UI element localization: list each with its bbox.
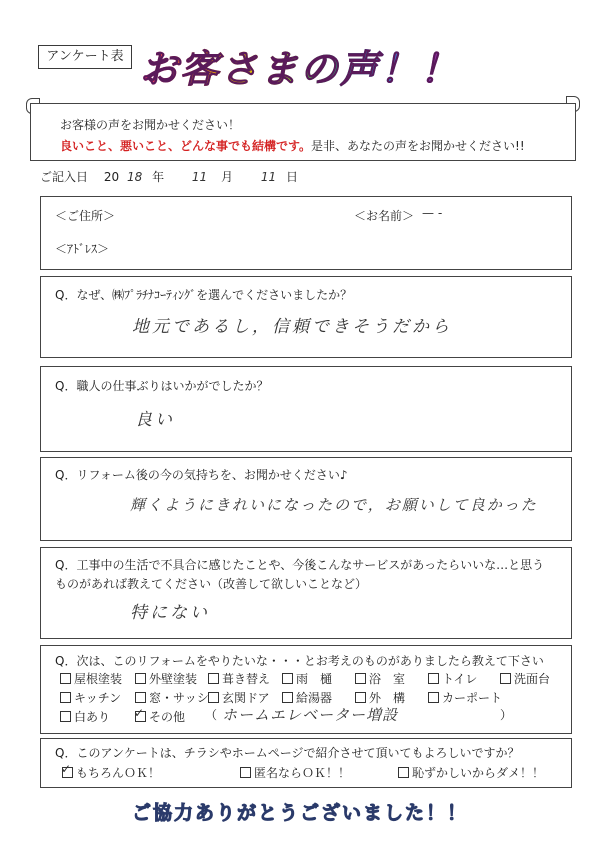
intro-line-1: お客様の声をお聞かせください！ <box>60 118 241 132</box>
option-wall-paint[interactable]: 外壁塗装 <box>135 670 197 687</box>
option-water-heater[interactable]: 給湯器 <box>282 689 332 706</box>
q2-question: Q．職人の仕事ぶりはいかがでしたか？ <box>55 379 269 393</box>
checkbox[interactable] <box>355 673 366 684</box>
q1-question: Q．なぜ、㈱ﾌﾟﾗﾁﾅｺｰﾃｨﾝｸﾞを選んでくださいましたか？ <box>55 288 353 302</box>
year-label: 年 <box>152 170 165 184</box>
q4-question-line-1: Q．工事中の生活で不具合に感じたことや、今後こんなサービスがあったらいいな…と思う <box>55 558 545 572</box>
q4-question-line-2: ものがあれば教えてください（改善して欲しいことなど） <box>55 577 368 591</box>
month-label: 月 <box>221 170 234 184</box>
day-value: 11 <box>260 170 277 184</box>
option-toilet[interactable]: トイレ <box>428 670 477 687</box>
checkbox-checked[interactable] <box>134 706 146 722</box>
checkbox-checked[interactable] <box>61 762 73 778</box>
email-label: ＜ｱﾄﾞﾚｽ＞ <box>55 242 110 256</box>
checkbox[interactable] <box>135 692 146 703</box>
checkbox[interactable] <box>240 767 251 778</box>
checkbox[interactable] <box>135 673 146 684</box>
checkbox[interactable] <box>398 767 409 778</box>
intro-red-text: 良いこと、悪いこと、どんな事でも結構です。 <box>60 139 312 153</box>
checkbox[interactable] <box>60 692 71 703</box>
name-value: — - <box>422 206 443 220</box>
month-value: 11 <box>191 170 208 184</box>
address-label: ＜ご住所＞ <box>55 209 116 223</box>
q6-question: Q．このアンケートは、チラシやホームページで紹介させて頂いてもよろしいですか？ <box>55 746 520 760</box>
q3-question: Q．リフォーム後の今の気持ちを、お聞かせください♪ <box>55 468 348 482</box>
checkbox[interactable] <box>60 711 71 722</box>
checkbox[interactable] <box>282 673 293 684</box>
thanks-message: ご協力ありがとうございました！！ <box>131 802 468 824</box>
option-roof-paint[interactable]: 屋根塗装 <box>60 670 122 687</box>
q2-answer: 良い <box>135 410 175 430</box>
option-ok[interactable]: ✓ もちろんＯＫ！ <box>61 762 161 780</box>
option-other[interactable]: ✓ その他 <box>134 706 186 724</box>
option-carport[interactable]: カーポート <box>428 689 502 706</box>
other-value: ホームエレベーター増設 <box>222 706 399 724</box>
survey-badge: アンケート表 <box>38 45 132 69</box>
option-exterior[interactable]: 外 構 <box>355 689 405 706</box>
address-box <box>40 196 572 270</box>
year-prefix: 20 <box>103 170 120 184</box>
option-reroof[interactable]: 葺き替え <box>208 670 270 687</box>
option-washbasin[interactable]: 洗面台 <box>500 670 550 687</box>
option-bathroom[interactable]: 浴 室 <box>355 670 405 687</box>
q4-answer: 特にない <box>130 603 210 623</box>
checkbox[interactable] <box>428 692 439 703</box>
option-window-sash[interactable]: 窓・サッシ <box>135 689 209 706</box>
checkbox[interactable] <box>208 692 219 703</box>
name-label: ＜お名前＞ <box>354 209 415 223</box>
other-open-paren: （ <box>205 708 218 722</box>
q5-question: Q．次は、このリフォームをやりたいな・・・とお考えのものがありましたら教えて下さい <box>55 654 544 668</box>
checkbox[interactable] <box>355 692 366 703</box>
year-value: 18 <box>126 170 143 184</box>
intro-rest-text: 是非、あなたの声をお聞かせください!! <box>311 139 525 153</box>
page-title: お客さまの声！！ <box>140 38 460 93</box>
option-termite[interactable]: 白あり <box>60 708 110 725</box>
q3-answer: 輝くようにきれいになったので，お願いして良かった <box>130 496 538 514</box>
check-mark-icon: ✓ <box>134 706 145 720</box>
date-label: ご記入日 <box>40 170 89 184</box>
check-mark-icon: ✓ <box>61 762 72 776</box>
option-no[interactable]: 恥ずかしいからダメ！！ <box>398 764 544 781</box>
checkbox[interactable] <box>208 673 219 684</box>
option-anonymous-ok[interactable]: 匿名ならＯＫ！！ <box>240 764 350 781</box>
checkbox[interactable] <box>500 673 511 684</box>
option-gutter[interactable]: 雨 樋 <box>282 670 332 687</box>
checkbox[interactable] <box>428 673 439 684</box>
checkbox[interactable] <box>60 673 71 684</box>
q1-answer: 地元であるし，信頼できそうだから <box>132 317 452 337</box>
entry-date-row <box>40 168 298 185</box>
other-close-paren: ） <box>500 708 513 722</box>
intro-line-2 <box>60 137 525 154</box>
checkbox[interactable] <box>282 692 293 703</box>
day-label: 日 <box>285 170 298 184</box>
option-entrance-door[interactable]: 玄関ドア <box>208 689 270 706</box>
option-kitchen[interactable]: キッチン <box>60 689 121 706</box>
